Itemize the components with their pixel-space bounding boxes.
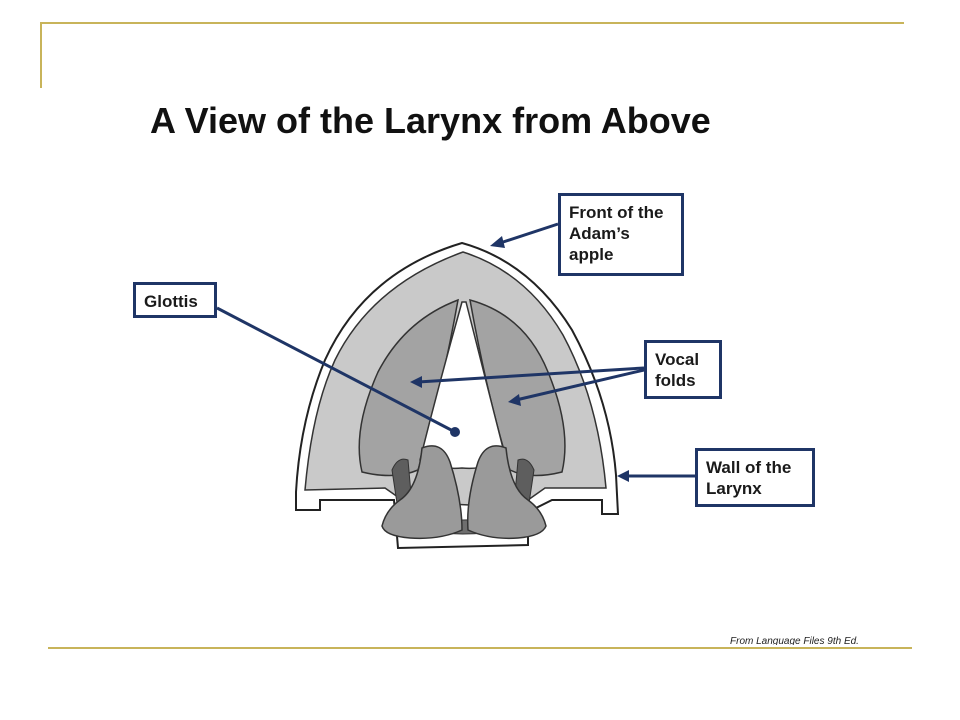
front-of-adams-apple-callout — [558, 193, 684, 276]
callout-text: apple — [569, 245, 614, 264]
callout-text: Front of the — [569, 203, 664, 222]
callout-text: Adam’s — [569, 224, 630, 243]
front-pointer-line — [497, 224, 558, 244]
slide-title: A View of the Larynx from Above — [150, 100, 711, 141]
callout-text: folds — [655, 371, 696, 390]
source-credit: From Language Files 9th Ed. — [730, 636, 859, 645]
front-pointer-arrowhead — [490, 236, 505, 248]
glottis-callout — [133, 282, 217, 318]
wall-of-larynx-callout — [695, 448, 815, 507]
callout-text: Glottis — [144, 292, 198, 311]
glottis-pointer-dot — [450, 427, 460, 437]
wall-pointer-arrowhead — [617, 470, 629, 482]
callout-text: Wall of the — [706, 458, 792, 477]
vocal-folds-callout — [644, 340, 722, 399]
callout-text: Larynx — [706, 479, 762, 498]
callout-text: Vocal — [655, 350, 700, 369]
